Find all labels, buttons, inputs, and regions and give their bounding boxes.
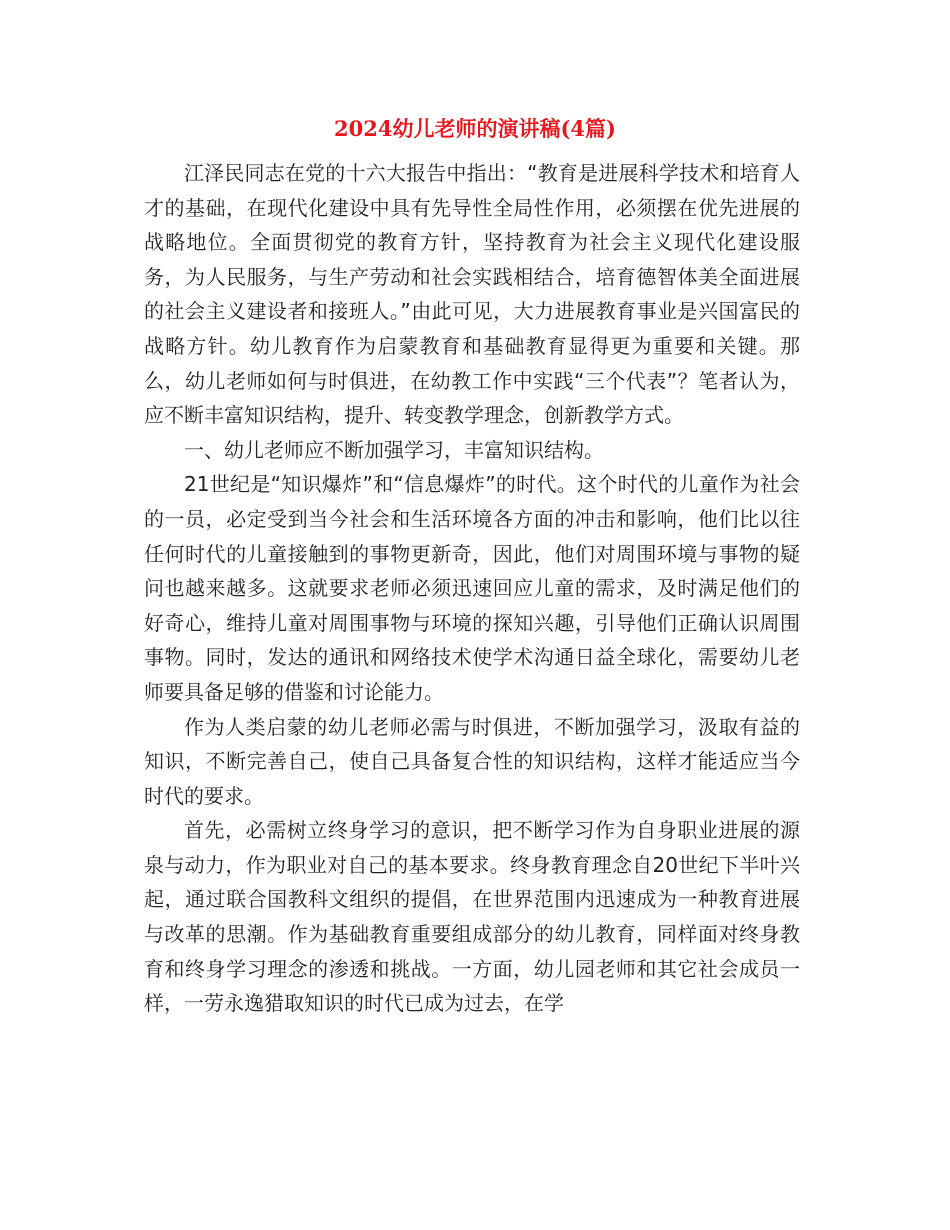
paragraph-section-heading: 一、幼儿老师应不断加强学习，丰富知识结构。 xyxy=(184,437,604,462)
document-title: 2024幼儿老师的演讲稿(4篇) xyxy=(334,116,616,141)
paragraph-intro: 江泽民同志在党的十六大报告中指出：“教育是进展科学技术和培育人才的基础，在现代化建设中具有先导性全局性作用，必须摆在优先进展的战略地位。全面贯彻党的教育方针，坚持教育为社会主义现代化建设服务，为人民服务，与生产劳动和社会实践相结合，培育德智体美全面进展的社会主义建设者和接班人。”由此可见，大力进展教育事业是兴国富民的战略方针。幼儿教育作为启蒙教育和基础教育显得更为重要和关键。那么，幼儿老师如何与时俱进，在幼教工作中实践“三个代表”？笔者认为，应不断丰富知识结构，提升、转变教学理念，创新教学方式。 xyxy=(144,161,800,428)
paragraph-keep-learning: 作为人类启蒙的幼儿老师必需与时俱进，不断加强学习，汲取有益的知识，不断完善自己，使自己具备复合性的知识结构，这样才能适应当今时代的要求。 xyxy=(144,714,800,808)
paragraph-lifelong-learning: 首先，必需树立终身学习的意识，把不断学习作为自身职业进展的源泉与动力，作为职业对自己的基本要求。终身教育理念自20世纪下半叶兴起，通过联合国教科文组织的提倡，在世界范围内迅速成为一种教育进展与改革的思潮。作为基础教育重要组成部分的幼儿教育，同样面对终身教育和终身学习理念的渗透和挑战。一方面，幼儿园老师和其它社会成员一样，一劳永逸猎取知识的时代已成为过去，在学 xyxy=(144,818,800,1016)
document-body xyxy=(144,156,800,1021)
paragraph-knowledge-era: 21世纪是“知识爆炸”和“信息爆炸”的时代。这个时代的儿童作为社会的一员，必定受到当今社会和生活环境各方面的冲击和影响，他们比以往任何时代的儿童接触到的事物更新奇，因此，他们对周围环境与事物的疑问也越来越多。这就要求老师必须迅速回应儿童的需求，及时满足他们的好奇心，维持儿童对周围事物与环境的探知兴趣，引导他们正确认识周围事物。同时，发达的通讯和网络技术使学术沟通日益全球化，需要幼儿老师要具备足够的借鉴和讨论能力。 xyxy=(144,472,800,704)
